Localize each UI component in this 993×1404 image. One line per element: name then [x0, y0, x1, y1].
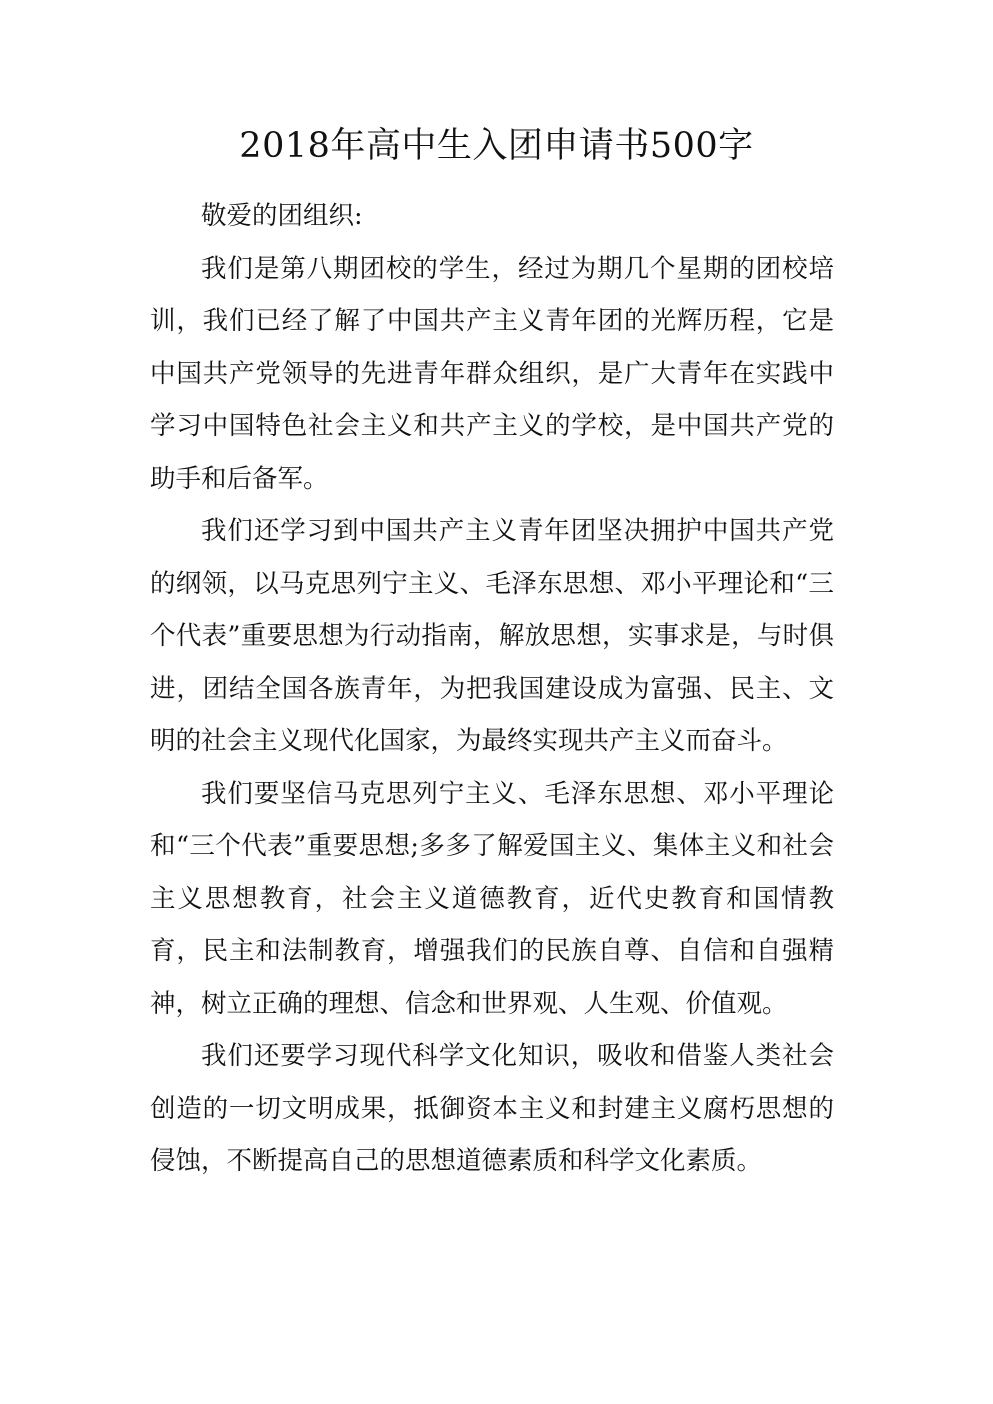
body-paragraph-1: 我们是第八期团校的学生，经过为期几个星期的团校培训，我们已经了解了中国共产主义青年团的光辉历程，它是中国共产党领导的先进青年群众组织，是广大青年在实践中学习中国特色社会主义和共产主义的学校，是中国共产党的助手和后备军。 [150, 253, 834, 494]
body-paragraph-4: 我们还要学习现代科学文化知识，吸收和借鉴人类社会创造的一切文明成果，抵御资本主义和封建主义腐朽思想的侵蚀，不断提高自己的思想道德素质和科学文化素质。 [150, 1041, 834, 1176]
body-paragraph-2: 我们还学习到中国共产主义青年团坚决拥护中国共产党的纲领，以马克思列宁主义、毛泽东思想、邓小平理论和“三个代表”重要思想为行动指南，解放思想，实事求是，与时俱进，团结全国各族青年，为把我国建设成为富强、民主、文明的社会主义现代化国家，为最终实现共产主义而奋斗。 [150, 516, 834, 756]
document-title: 2018年高中生入团申请书500字 [239, 126, 754, 166]
document-body [150, 190, 834, 1188]
salutation: 敬爱的团组织: [201, 201, 363, 231]
body-paragraph-3: 我们要坚信马克思列宁主义、毛泽东思想、邓小平理论和“三个代表”重要思想;多多了解爱国主义、集体主义和社会主义思想教育，社会主义道德教育，近代史教育和国情教育，民主和法制教育，增强我们的民族自尊、自信和自强精神，树立正确的理想、信念和世界观、人生观、价值观。 [150, 778, 834, 1019]
